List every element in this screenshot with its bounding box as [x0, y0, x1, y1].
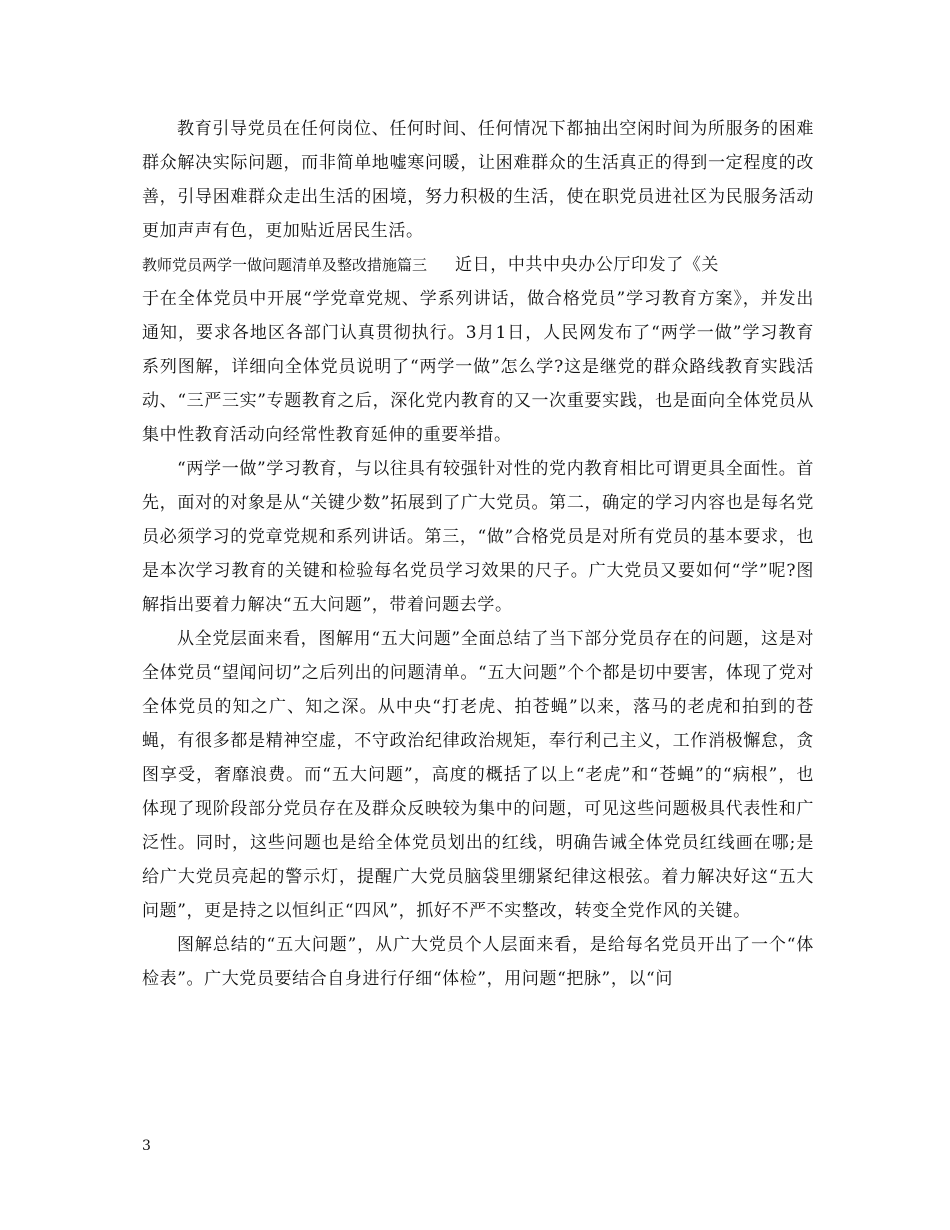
section-lead-rest: 于在全体党员中开展“学党章党规、学系列讲话，做合格党员”学习教育方案》，并发出通知，要求各地区各部门认真贯彻执行。3月1日，人民网发布了“两学一做”学习教育系列图解，详细向全体党员说明了“两学一做”怎么学?这是继党的群众路线教育实践活动、“三严三实”专题教育之后，深化党内教育的又一次重要实践，也是面向全体党员从集中性教育活动向经常性教育延伸的重要举措。: [142, 289, 814, 445]
paragraph-intro: 教育引导党员在任何岗位、任何时间、任何情况下都抽出空闲时间为所服务的困难群众解决实际问题，而非简单地嘘寒问暖，让困难群众的生活真正的得到一定程度的改善，引导困难群众走出生活的困境，努力积极的生活，使在职党员进社区为民服务活动更加声声有色，更加贴近居民生活。: [142, 119, 814, 241]
section-title: 教师党员两学一做问题清单及整改措施篇三: [142, 256, 428, 274]
paragraph-personal-level: 图解总结的“五大问题”，从广大党员个人层面来看，是给每名党员开出了一个“体检表”。广大党员要结合自身进行仔细“体检”，用问题“把脉”，以“问: [142, 935, 814, 989]
section-lead-first: 近日，中共中央办公厅印发了《关: [455, 255, 720, 275]
section-heading-line: [142, 248, 814, 282]
section-block: [142, 248, 814, 452]
page-number: 3: [142, 1138, 151, 1154]
paragraph-two-study: “两学一做”学习教育，与以往具有较强针对性的党内教育相比可谓更具全面性。首先，面对的对象是从“关键少数”拓展到了广大党员。第二，确定的学习内容也是每名党员必须学习的党章党规和系列讲话。第三，“做”合格党员是对所有党员的基本要求，也是本次学习教育的关键和检验每名党员学习效果的尺子。广大党员又要如何“学”呢?图解指出要着力解决“五大问题”，带着问题去学。: [142, 459, 814, 615]
paragraph-party-level: 从全党层面来看，图解用“五大问题”全面总结了当下部分党员存在的问题，这是对全体党员“望闻问切”之后列出的问题清单。“五大问题”个个都是切中要害，体现了党对全体党员的知之广、知之深。从中央“打老虎、拍苍蝇”以来，落马的老虎和拍到的苍蝇，有很多都是精神空虚，不守政治纪律政治规矩，奉行利己主义，工作消极懈怠，贪图享受，奢靡浪费。而“五大问题”，高度的概括了以上“老虎”和“苍蝇”的“病根”，也体现了现阶段部分党员存在及群众反映较为集中的问题，可见这些问题极具代表性和广泛性。同时，这些问题也是给全体党员划出的红线，明确告诫全体党员红线画在哪;是给广大党员亮起的警示灯，提醒广大党员脑袋里绷紧纪律这根弦。着力解决好这“五大问题”，更是持之以恒纠正“四风”，抓好不严不实整改，转变全党作风的关键。: [142, 629, 814, 921]
document-body: [142, 112, 814, 996]
